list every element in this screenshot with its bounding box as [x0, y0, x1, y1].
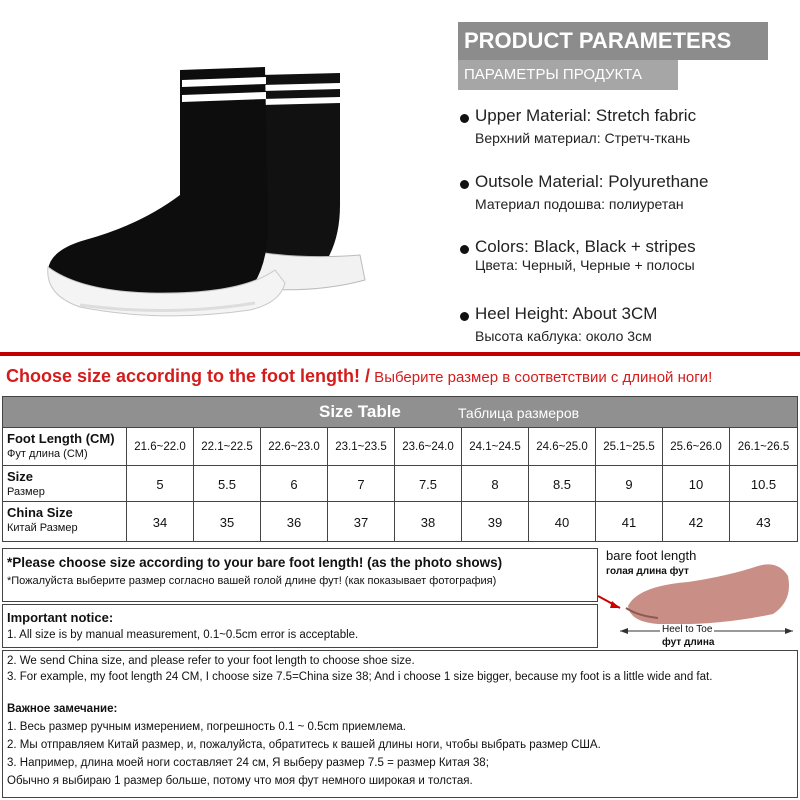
size-table-cell: 5 [127, 466, 194, 502]
size-table-cell: 23.1~23.5 [328, 428, 395, 466]
size-table-row [3, 501, 797, 542]
notice-item: 3. For example, my foot length 24 CM, I choose size 7.5=China size 38; And i choose 1 size bigger, because my foot is a little wide and fat. [7, 671, 713, 683]
row-label-ru: Китай Размер [7, 522, 78, 534]
size-table-cell: 43 [756, 514, 771, 530]
size-table-title: Size Table [319, 402, 401, 421]
bare-foot-text-ru: *Пожалуйста выберите размер согласно вашей голой длине фут! (как показывает фотография) [7, 575, 497, 587]
size-table-cell: 9 [596, 466, 663, 502]
feature-label-ru: Цвета: Черный, Черные + полосы [475, 257, 695, 273]
size-table-cell: 24.6~25.0 [529, 428, 596, 466]
notes-section [2, 650, 798, 798]
bare-foot-text: *Please choose size according to your bare foot length! (as the photo shows) [7, 555, 503, 570]
divider [0, 352, 800, 356]
size-table-cell: 5.5 [194, 466, 261, 502]
size-table-cell: 26.1~26.5 [737, 441, 790, 453]
notice-item-ru: 1. Весь размер ручным измерением, погрешность 0.1 ~ 0.5cm приемлема. [7, 721, 406, 733]
bare-foot-length-label-ru: голая длина фут [606, 566, 689, 577]
bare-foot-length-label: bare foot length [606, 548, 697, 563]
feature-label: Upper Material: Stretch fabric [475, 106, 697, 125]
row-label: China Size [7, 505, 73, 520]
size-table-cell: 35 [194, 502, 261, 542]
size-table-cell: 41 [596, 502, 663, 542]
size-table-cell: 7 [328, 466, 395, 502]
size-table-row-label [3, 466, 127, 502]
feature-label-ru: Материал подошва: полиуретан [475, 196, 684, 212]
size-table-cell: 25.1~25.5 [596, 428, 663, 466]
parameters-title: PRODUCT PARAMETERS [458, 22, 768, 60]
notice-title: Important notice: [7, 610, 114, 625]
parameters-subtitle: ПАРАМЕТРЫ ПРОДУКТА [458, 60, 678, 90]
size-table-cell: 8 [462, 466, 529, 502]
size-table-cell: 22.1~22.5 [194, 428, 261, 466]
size-table-cell: 37 [328, 502, 395, 542]
size-table-cell: 10 [663, 466, 730, 502]
heel-to-toe-label-ru: фут длина [662, 637, 715, 648]
size-table-cell: 7.5 [395, 466, 462, 502]
notice-item: 2. We send China size, and please refer to your foot length to choose shoe size. [7, 655, 415, 667]
notice-title-ru: Важное замечание: [7, 703, 118, 715]
feature-label-ru: Высота каблука: около 3см [475, 328, 652, 344]
foot-measurement-photo [598, 546, 798, 648]
size-table [2, 396, 798, 542]
feature-label: Colors: Black, Black + stripes [475, 237, 696, 256]
bullet-icon [460, 312, 469, 321]
parameters-banner [458, 22, 768, 94]
feature-label: Heel Height: About 3CM [475, 304, 658, 323]
row-label-ru: Размер [7, 486, 45, 498]
bullet-icon [460, 114, 469, 123]
size-headline-ru: Выберите размер в соответствии с длиной ноги! [370, 369, 713, 386]
size-headline [6, 366, 798, 387]
row-label: Foot Length (CM) [7, 431, 115, 446]
important-notice [2, 604, 598, 648]
size-table-cell: 38 [395, 502, 462, 542]
size-table-cell: 36 [261, 502, 328, 542]
notice-item-ru: 2. Мы отправляем Китай размер, и, пожалуйста, обратитесь к вашей длины ноги, чтобы выбрать размер США. [7, 739, 601, 751]
size-table-header [3, 397, 797, 427]
row-label-ru: Фут длина (CM) [7, 448, 88, 460]
size-table-cell: 40 [529, 502, 596, 542]
size-table-cell: 8.5 [529, 466, 596, 502]
bullet-icon [460, 180, 469, 189]
notice-item-ru: Обычно я выбираю 1 размер больше, потому что моя фут немного широкая и толстая. [7, 775, 473, 787]
row-label: Size [7, 469, 34, 484]
size-table-row [3, 427, 797, 466]
heel-to-toe-label: Heel to Toe [662, 624, 713, 635]
feature-label: Outsole Material: Polyurethane [475, 172, 709, 191]
size-table-cell: 21.6~22.0 [127, 428, 194, 466]
size-table-cell: 34 [127, 502, 194, 542]
notice-item-ru: 3. Например, длина моей ноги составляет 24 см, Я выберу размер 7.5 = размер Китая 38; [7, 757, 489, 769]
feature-label-ru: Верхний материал: Стретч-ткань [475, 130, 691, 146]
size-table-row-label [3, 502, 127, 542]
size-table-cell: 6 [261, 466, 328, 502]
shoe-image [40, 55, 380, 335]
size-table-row [3, 465, 797, 502]
size-table-cell: 25.6~26.0 [663, 428, 730, 466]
bare-foot-instruction [2, 548, 598, 602]
size-table-cell: 22.6~23.0 [261, 428, 328, 466]
bullet-icon [460, 245, 469, 254]
size-headline-en: Choose size according to the foot length! / [6, 366, 371, 386]
size-table-cell: 39 [462, 502, 529, 542]
size-table-cell: 23.6~24.0 [395, 428, 462, 466]
notice-item: 1. All size is by manual measurement, 0.1~0.5cm error is acceptable. [7, 629, 359, 641]
size-table-title-ru: Таблица размеров [458, 405, 580, 421]
size-table-cell: 10.5 [750, 476, 777, 492]
size-table-cell: 42 [663, 502, 730, 542]
size-table-row-label [3, 428, 127, 466]
size-table-cell: 24.1~24.5 [462, 428, 529, 466]
